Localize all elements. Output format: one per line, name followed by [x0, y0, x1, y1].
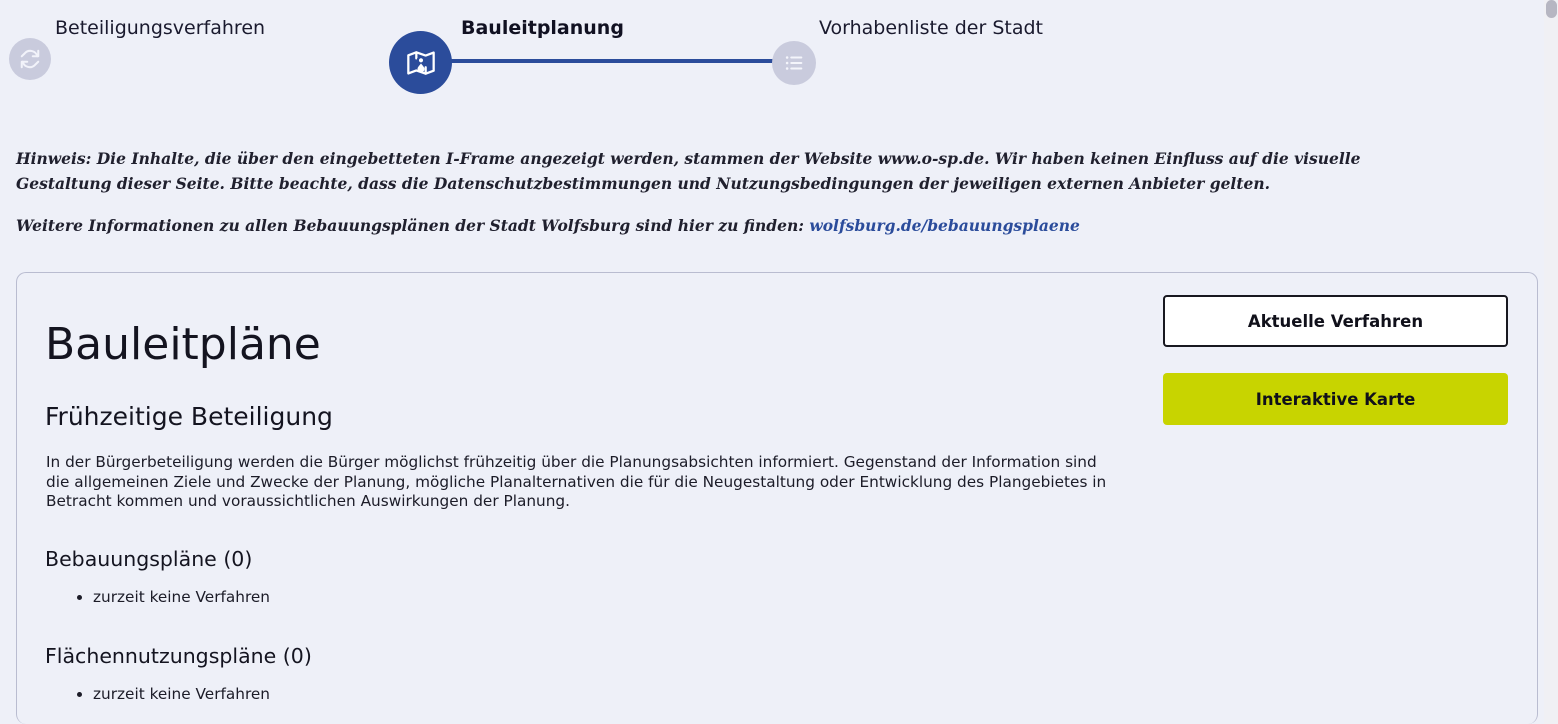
- list-bebauungsplaene: [71, 586, 270, 608]
- stepper-connector-line: [420, 59, 794, 63]
- step-label-vorhabenliste[interactable]: Vorhabenliste der Stadt: [819, 17, 1044, 39]
- heading-bebauungsplaene: Bebauungspläne (0): [45, 547, 253, 571]
- list-flaechennutzungsplaene: [71, 683, 270, 705]
- page-scrollbar[interactable]: [1544, 0, 1558, 724]
- heading-flaechennutzungsplaene: Flächennutzungspläne (0): [45, 644, 312, 668]
- list-item: • zurzeit keine Verfahren: [93, 586, 270, 608]
- map-pin-icon: [405, 47, 437, 79]
- step-label-bauleitplanung[interactable]: Bauleitplanung: [461, 17, 624, 39]
- list-icon: [783, 52, 805, 74]
- bebauungsplaene-link[interactable]: wolfsburg.de/bebauungsplaene: [809, 216, 1080, 235]
- aktuelle-verfahren-button[interactable]: Aktuelle Verfahren: [1163, 295, 1508, 347]
- section-subtitle: Frühzeitige Beteiligung: [45, 402, 333, 431]
- more-info-prefix: Weitere Informationen zu allen Bebauungsplänen der Stadt Wolfsburg sind hier zu finden:: [16, 216, 810, 235]
- iframe-disclaimer-text: Hinweis: Die Inhalte, die über den eingebetteten I-Frame angezeigt werden, stammen der Website www.o-sp.de. Wir haben keinen Einfluss auf die visuelle Gestaltung dieser Seite. Bitte beachte, dass die Datenschutzbestimmungen und Nutzungsbedingungen der jeweiligen externen Anbieter gelten.: [16, 149, 1361, 193]
- stepper-labels: [0, 17, 1558, 45]
- step-icon-beteiligungsverfahren[interactable]: [9, 38, 51, 80]
- intro-paragraph: In der Bürgerbeteiligung werden die Bürger möglichst frühzeitig über die Planungsabsichten informiert. Gegenstand der Information sind die allgemeinen Ziele und Zwecke der Planung, mögliche Planalternativen die für die Neugestaltung oder Entwicklung des Plangebietes in Betracht kommen und voraussichtlichen Auswirkungen der Planung.: [46, 453, 1107, 510]
- list-item: • zurzeit keine Verfahren: [93, 683, 270, 705]
- iframe-content: [17, 273, 1537, 724]
- page-title: Bauleitpläne: [45, 319, 321, 370]
- step-icon-bauleitplanung[interactable]: [389, 31, 452, 94]
- step-label-beteiligungsverfahren[interactable]: Beteiligungsverfahren: [55, 17, 266, 39]
- progress-stepper: [0, 0, 1558, 102]
- step-icon-vorhabenliste[interactable]: [772, 41, 816, 85]
- interaktive-karte-button[interactable]: Interaktive Karte: [1163, 373, 1508, 425]
- page-scrollbar-thumb[interactable]: [1546, 0, 1557, 18]
- more-info-text: [16, 213, 1456, 238]
- embedded-iframe-card: [16, 272, 1538, 724]
- refresh-icon: [19, 48, 41, 70]
